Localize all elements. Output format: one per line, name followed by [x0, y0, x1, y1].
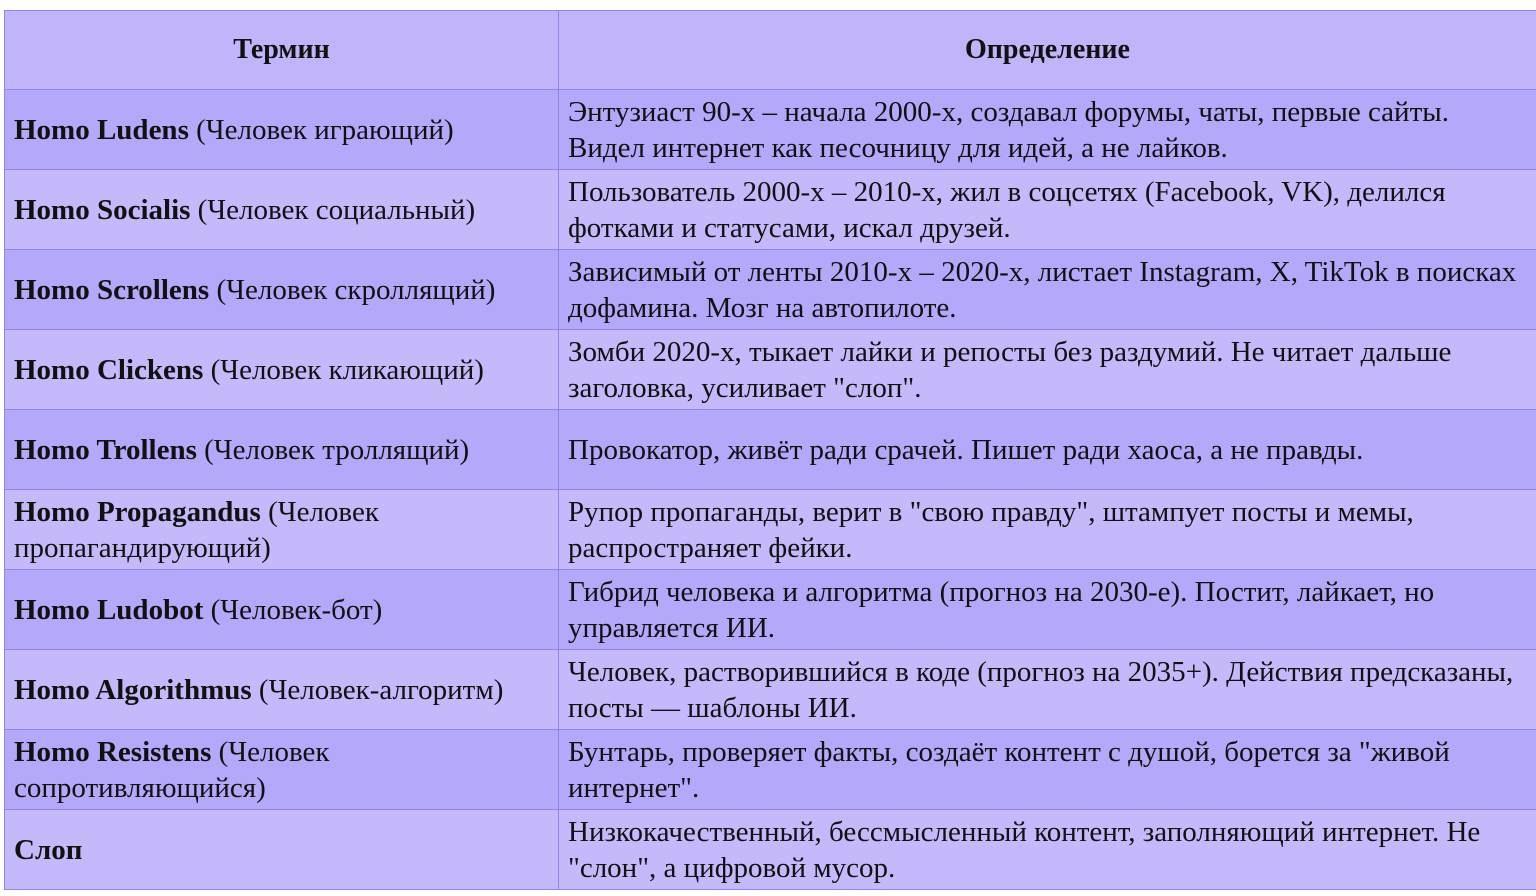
term-name: Homo Ludens — [14, 113, 189, 146]
definition-cell: Зомби 2020-х, тыкает лайки и репосты без раздумий. Не читает дальше заголовка, усиливает "слоп". — [559, 330, 1536, 410]
term-translation: (Человек социальный) — [197, 193, 476, 226]
term-name: Homo Ludobot — [14, 593, 204, 626]
term-name: Homo Propagandus — [14, 495, 261, 528]
term-cell — [5, 90, 559, 170]
term-translation: (Человек скроллящий) — [216, 273, 496, 306]
definition-cell: Провокатор, живёт ради срачей. Пишет ради хаоса, а не правды. — [559, 410, 1536, 490]
term-cell — [5, 250, 559, 330]
term-cell — [5, 490, 559, 570]
term-name: Homo Socialis — [14, 193, 191, 226]
term-name: Homo Trollens — [14, 433, 197, 466]
term-cell — [5, 810, 559, 890]
term-translation: (Человек троллящий) — [204, 433, 470, 466]
table-row — [5, 490, 1536, 570]
term-name: Homo Resistens — [14, 735, 212, 768]
term-translation: (Человек сопротивляющийся) — [14, 735, 330, 804]
definition-cell: Пользователь 2000-х – 2010-х, жил в соцсетях (Facebook, VK), делился фотками и статусами, искал друзей. — [559, 170, 1536, 250]
term-cell — [5, 650, 559, 730]
table-row — [5, 650, 1536, 730]
definition-cell: Бунтарь, проверяет факты, создаёт контент с душой, борется за "живой интернет". — [559, 730, 1536, 810]
term-name: Homo Clickens — [14, 353, 204, 386]
table-row — [5, 90, 1536, 170]
term-translation: (Человек играющий) — [196, 113, 454, 146]
glossary-table — [4, 10, 1536, 890]
definition-cell: Гибрид человека и алгоритма (прогноз на 2030-е). Постит, лайкает, но управляется ИИ. — [559, 570, 1536, 650]
definition-cell: Человек, растворившийся в коде (прогноз на 2035+). Действия предсказаны, посты — шаблоны ИИ. — [559, 650, 1536, 730]
table-row — [5, 410, 1536, 490]
term-name: Homo Scrollens — [14, 273, 210, 306]
term-translation: (Человек пропагандирующий) — [14, 495, 379, 564]
term-name: Homo Algorithmus — [14, 673, 252, 706]
term-translation: (Человек-бот) — [210, 593, 383, 626]
term-name: Слоп — [14, 833, 83, 866]
term-translation: (Человек-алгоритм) — [258, 673, 504, 706]
table-row — [5, 730, 1536, 810]
table-row — [5, 170, 1536, 250]
table-row — [5, 810, 1536, 890]
table-row — [5, 330, 1536, 410]
term-cell — [5, 170, 559, 250]
definition-cell: Зависимый от ленты 2010-х – 2020-х, листает Instagram, X, TikTok в поисках дофамина. Мозг на автопилоте. — [559, 250, 1536, 330]
term-cell — [5, 330, 559, 410]
term-cell — [5, 570, 559, 650]
table-row — [5, 250, 1536, 330]
term-translation: (Человек кликающий) — [210, 353, 484, 386]
definition-cell: Низкокачественный, бессмысленный контент, заполняющий интернет. Не "слон", а цифровой мусор. — [559, 810, 1536, 890]
term-cell — [5, 410, 559, 490]
definition-cell: Рупор пропаганды, верит в "свою правду", штампует посты и мемы, распространяет фейки. — [559, 490, 1536, 570]
column-header-term: Термин — [5, 11, 559, 90]
header-row — [5, 11, 1536, 90]
table-row — [5, 570, 1536, 650]
column-header-definition: Определение — [559, 11, 1536, 90]
definition-cell: Энтузиаст 90-х – начала 2000-х, создавал форумы, чаты, первые сайты. Видел интернет как песочницу для идей, а не лайков. — [559, 90, 1536, 170]
glossary-table-container — [4, 10, 1536, 890]
term-cell — [5, 730, 559, 810]
